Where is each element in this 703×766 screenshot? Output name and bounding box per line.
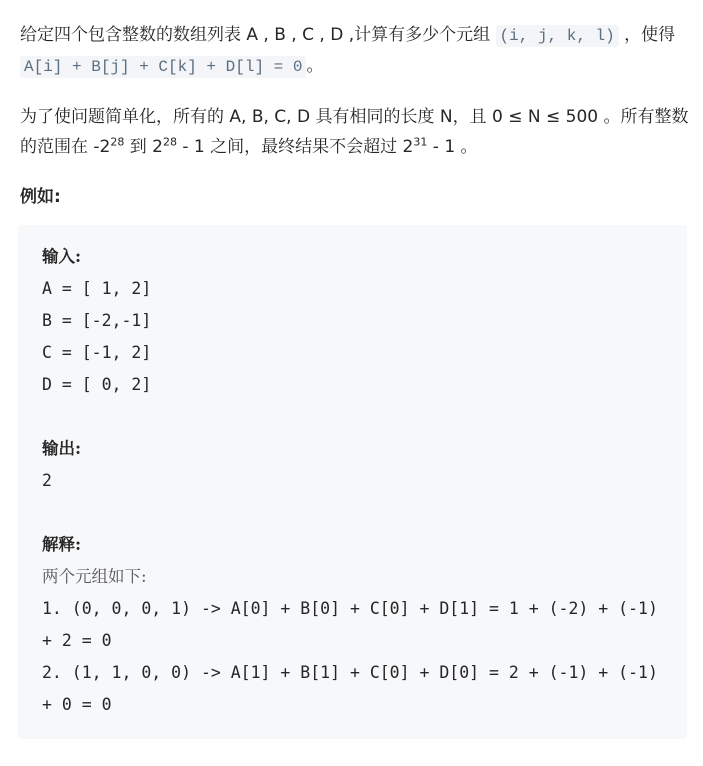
- output-label: 输出:: [42, 439, 82, 458]
- intro-text: 给定四个包含整数的数组列表 A , B , C , D ,计算有多少个元组: [20, 25, 496, 45]
- tuple-code: (i, j, k, l): [496, 25, 619, 47]
- intro-text: 。: [306, 56, 324, 76]
- exponent: 31: [413, 135, 428, 149]
- input-label: 输入:: [42, 247, 82, 266]
- constraints-text: - 1 之间，最终结果不会超过 2: [176, 137, 414, 157]
- constraints-paragraph: [20, 102, 695, 162]
- exponent: 28: [110, 135, 125, 149]
- explain-intro: 两个元组如下:: [42, 567, 147, 586]
- explain-label: 解释:: [42, 535, 82, 554]
- constraints-text: 到 2: [124, 137, 163, 157]
- explain-lines: 1. (0, 0, 0, 1) -> A[0] + B[0] + C[0] + D[1] = 1 + (-2) + (-1) + 2 = 0 2. (1, 1, 0, 0) -> A[1] + B[1] + C[0] + D[0] = 2 + (-1) + (-1) + 0 = 0: [42, 599, 658, 714]
- example-heading: 例如:: [20, 187, 61, 207]
- equation-code: A[i] + B[j] + C[k] + D[l] = 0: [20, 56, 306, 78]
- intro-paragraph: [20, 20, 695, 82]
- exponent: 28: [162, 135, 177, 149]
- output-value: 2: [42, 471, 52, 490]
- input-lines: A = [ 1, 2] B = [-2,-1] C = [-1, 2] D = [ 0, 2]: [42, 279, 152, 394]
- constraints-text: - 1 。: [427, 137, 478, 157]
- example-code-block: [18, 225, 687, 739]
- intro-text: ，使得: [618, 25, 676, 45]
- constraints-text: 为了使问题简单化，所有的 A, B, C, D 具有相同的长度 N，且 0 ≤ N ≤ 500 。所有整数的范围在 -2: [20, 107, 689, 157]
